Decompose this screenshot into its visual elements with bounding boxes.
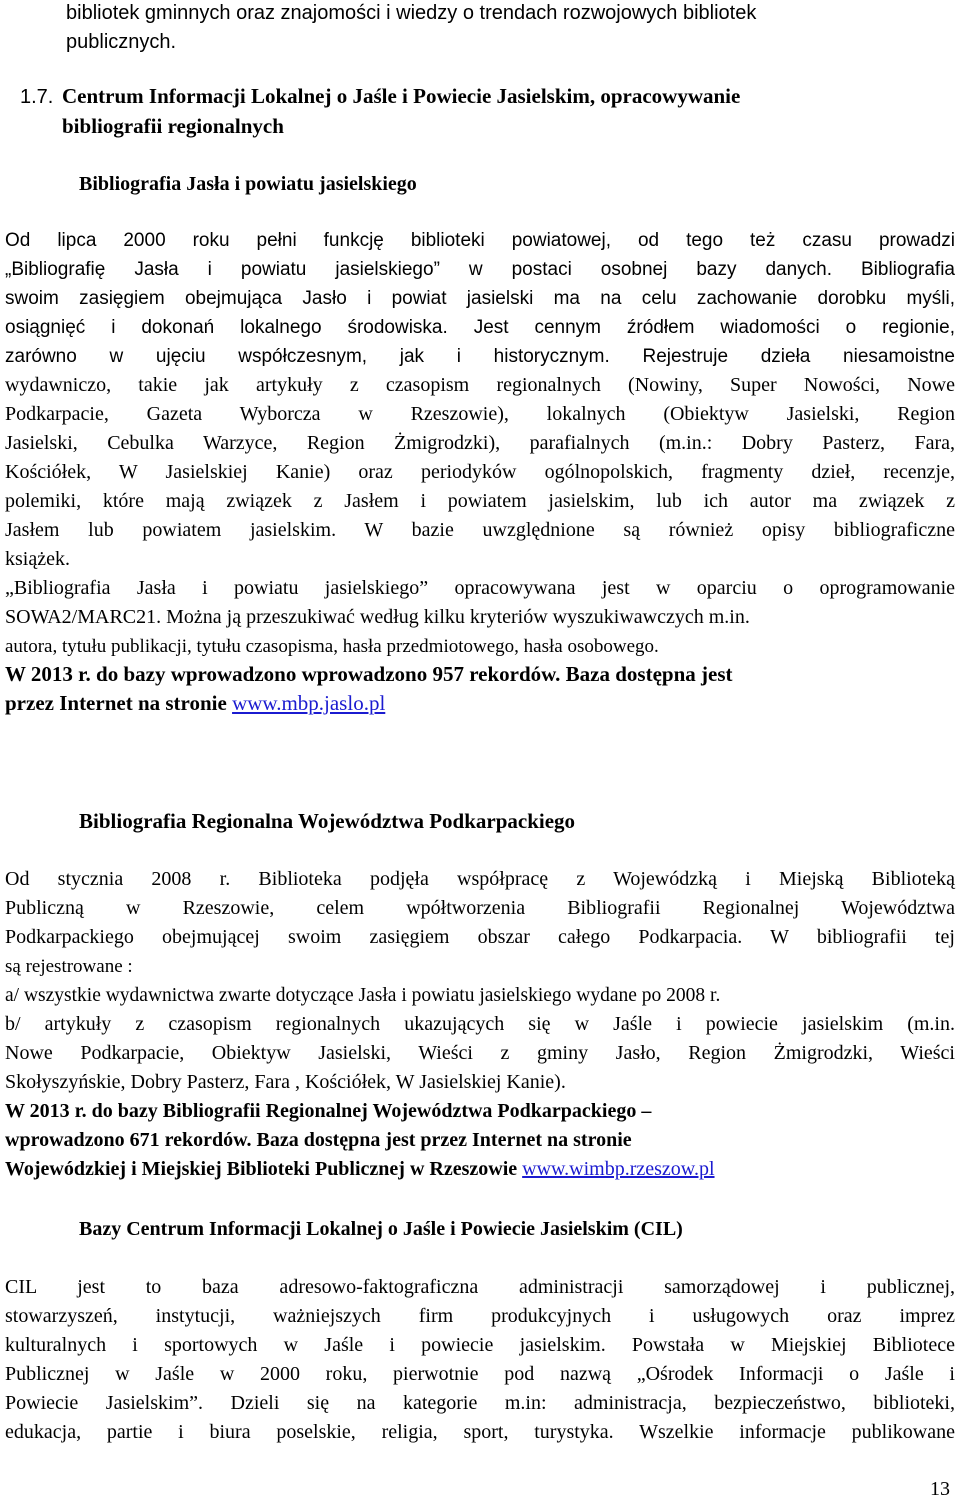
- paragraph-line: Publiczną w Rzeszowie, celem wpółtworzenia Bibliografii Regionalnej Województwa: [5, 897, 955, 919]
- records-note-text: Wojewódzkiej i Miejskiej Biblioteki Publicznej w Rzeszowie: [5, 1158, 523, 1180]
- paragraph-line: zarówno w ujęciu współczesnym, jak i historycznym. Rejestruje dzieła niesamoistne: [5, 346, 955, 367]
- paragraph-line: Publicznej w Jaśle w 2000 roku, pierwotnie pod nazwą „Ośrodek Informacji o Jaśle i: [5, 1363, 955, 1385]
- list-item: a/ wszystkie wydawnictwa zwarte dotyczące Jasła i powiatu jasielskiego wydane po 2008 r.: [5, 985, 721, 1006]
- paragraph-line: edukacja, partie i biura poselskie, religia, sport, turystyka. Wszelkie informacje publikowane: [5, 1421, 955, 1443]
- paragraph-line: stowarzyszeń, instytucji, ważniejszych firm produkcyjnych i usługowych oraz imprez: [5, 1305, 955, 1327]
- intro-line: publicznych.: [66, 31, 177, 53]
- paragraph-line: wydawniczo, takie jak artykuły z czasopism regionalnych (Nowiny, Super Nowości, Nowe: [5, 374, 955, 396]
- page-number: 13: [930, 1478, 950, 1500]
- list-item: Skołyszyńskie, Dobry Pasterz, Fara , Kościółek, W Jasielskiej Kanie).: [5, 1071, 566, 1093]
- paragraph-line: Powiecie Jasielskim”. Dzieli się na kategorie m.in: administracja, bezpieczeństwo, biblioteki,: [5, 1392, 955, 1414]
- records-note: [5, 1159, 715, 1179]
- section-number: 1.7.: [20, 86, 54, 108]
- records-note: wprowadzono 671 rekordów. Baza dostępna jest przez Internet na stronie: [5, 1129, 632, 1151]
- paragraph-line: Od lipca 2000 roku pełni funkcję biblioteki powiatowej, od tego też czasu prowadzi: [5, 230, 955, 251]
- paragraph-line: CIL jest to baza adresowo-faktograficzna administracji samorządowej i publicznej,: [5, 1276, 955, 1298]
- section-title: Centrum Informacji Lokalnej o Jaśle i Powiecie Jasielskim, opracowywanie: [62, 84, 741, 108]
- paragraph-line: autora, tytułu publikacji, tytułu czasopisma, hasła przedmiotowego, hasła osobowego.: [5, 636, 659, 657]
- records-note: W 2013 r. do bazy Bibliografii Regionalnej Województwa Podkarpackiego –: [5, 1100, 652, 1122]
- paragraph-line: „Bibliografię Jasła i powiatu jasielskiego” w postaci osobnej bazy danych. Bibliografia: [5, 259, 955, 280]
- paragraph-line: Od stycznia 2008 r. Biblioteka podjęła współpracę z Wojewódzką i Miejską Biblioteką: [5, 868, 955, 890]
- subsection-heading: Bazy Centrum Informacji Lokalnej o Jaśle i Powiecie Jasielskim (CIL): [79, 1218, 683, 1240]
- paragraph-line: „Bibliografia Jasła i powiatu jasielskiego” opracowywana jest w oparciu o oprogramowanie: [5, 577, 955, 599]
- wimbp-rzeszow-link[interactable]: www.wimbp.rzeszow.pl: [522, 1158, 715, 1180]
- paragraph-line: Kościółek, W Jasielskiej Kanie) oraz periodyków ogólnopolskich, fragmenty dzieł, recenzje,: [5, 461, 955, 483]
- section-title: bibliografii regionalnych: [62, 114, 284, 138]
- records-note: W 2013 r. do bazy wprowadzono wprowadzono 957 rekordów. Baza dostępna jest: [5, 662, 733, 686]
- paragraph-line: SOWA2/MARC21. Można ją przeszukiwać według kilku kryteriów wyszukiwawczych m.in.: [5, 606, 750, 628]
- records-note-text: przez Internet na stronie: [5, 691, 233, 715]
- paragraph-line: osiągnięć i dokonań lokalnego środowiska. Jest cennym źródłem wiadomości o regionie,: [5, 317, 955, 338]
- paragraph-line: Podkarpackiego obejmującej swoim zasięgiem obszar całego Podkarpacia. W bibliografii tej: [5, 926, 955, 948]
- paragraph-line: swoim zasięgiem obejmująca Jasło i powiat jasielski ma na celu zachowanie dorobku myśli,: [5, 288, 955, 309]
- paragraph-line: kulturalnych i sportowych w Jaśle i powiecie jasielskim. Powstała w Miejskiej Bibliotece: [5, 1334, 955, 1356]
- paragraph-line: Jasielski, Cebulka Warzyce, Region Żmigrodzki), parafialnych (m.in.: Dobry Pasterz, Fara,: [5, 432, 955, 454]
- paragraph-line: książek.: [5, 548, 70, 570]
- list-item: b/ artykuły z czasopism regionalnych ukazujących się w Jaśle i powiecie jasielskim (m.in.: [5, 1013, 955, 1035]
- intro-line: bibliotek gminnych oraz znajomości i wiedzy o trendach rozwojowych bibliotek: [66, 2, 757, 24]
- paragraph-line: są rejestrowane :: [5, 956, 133, 977]
- subsection-heading: Bibliografia Regionalna Województwa Podkarpackiego: [79, 809, 576, 833]
- list-item: Nowe Podkarpacie, Obiektyw Jasielski, Wieści z gminy Jasło, Region Żmigrodzki, Wieści: [5, 1042, 955, 1064]
- mbp-jaslo-link[interactable]: www.mbp.jaslo.pl: [232, 691, 386, 715]
- paragraph-line: polemiki, które mają związek z Jasłem i powiatem jasielskim, lub ich autor ma związek z: [5, 490, 955, 512]
- paragraph-line: Jasłem lub powiatem jasielskim. W bazie uwzględnione są również opisy bibliograficzne: [5, 519, 955, 541]
- records-note: [5, 693, 385, 714]
- subsection-heading: Bibliografia Jasła i powiatu jasielskiego: [79, 173, 417, 195]
- paragraph-line: Podkarpacie, Gazeta Wyborcza w Rzeszowie), lokalnych (Obiektyw Jasielski, Region: [5, 403, 955, 425]
